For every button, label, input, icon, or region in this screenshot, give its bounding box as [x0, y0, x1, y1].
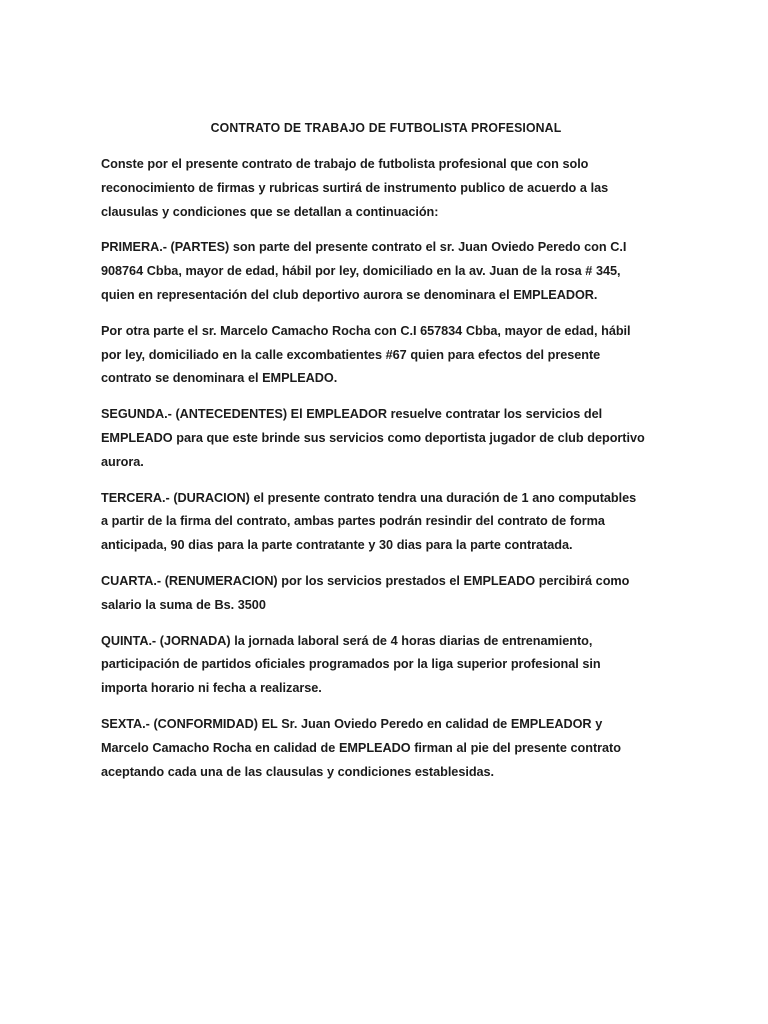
- paragraph-clause-primera-segunda-parte: Por otra parte el sr. Marcelo Camacho Rocha con C.I 657834 Cbba, mayor de edad, hábil por ley, domiciliado en la calle excombatientes #67 quien para efectos del presente contrato se denominara el EMPLEADO.: [101, 322, 631, 386]
- document-title: CONTRATO DE TRABAJO DE FUTBOLISTA PROFESIONAL: [210, 120, 562, 135]
- paragraph-clause-segunda: SEGUNDA.- (ANTECEDENTES) El EMPLEADOR resuelve contratar los servicios del EMPLEADO para que este brinde sus servicios como deportista jugador de club deportivo aurora.: [101, 406, 645, 469]
- paragraph-clause-sexta: SEXTA.- (CONFORMIDAD) EL Sr. Juan Oviedo Peredo en calidad de EMPLEADOR y Marcelo Camacho Rocha en calidad de EMPLEADO firman al pie del presente contrato aceptando cada una de las clausulas y condiciones establesidas.: [101, 715, 621, 779]
- paragraph-clause-tercera: TERCERA.- (DURACION) el presente contrato tendra una duración de 1 ano computables a partir de la firma del contrato, ambas partes podrán resindir del contrato de forma anticipada, 90 dias para la parte contratante y 30 dias para la parte contratada.: [101, 489, 637, 553]
- paragraph-preamble: Conste por el presente contrato de trabajo de futbolista profesional que con solo reconocimiento de firmas y rubricas surtirá de instrumento publico de acuerdo a las clausulas y condiciones que se detallan a continuación:: [101, 156, 609, 219]
- document-body: [101, 118, 671, 783]
- paragraph-clause-quinta: QUINTA.- (JORNADA) la jornada laboral será de 4 horas diarias de entrenamiento, participación de partidos oficiales programados por la liga superior profesional sin importa horario ni fecha a realizarse.: [101, 632, 601, 696]
- paragraph-clause-primera: PRIMERA.- (PARTES) son parte del presente contrato el sr. Juan Oviedo Peredo con C.I 908764 Cbba, mayor de edad, hábil por ley, domiciliado en la av. Juan de la rosa # 345, quien en representación del club deportivo aurora se denominara el EMPLEADOR.: [101, 239, 627, 302]
- paragraph-clause-cuarta: CUARTA.- (RENUMERACION) por los servicios prestados el EMPLEADO percibirá como salario la suma de Bs. 3500: [101, 572, 630, 612]
